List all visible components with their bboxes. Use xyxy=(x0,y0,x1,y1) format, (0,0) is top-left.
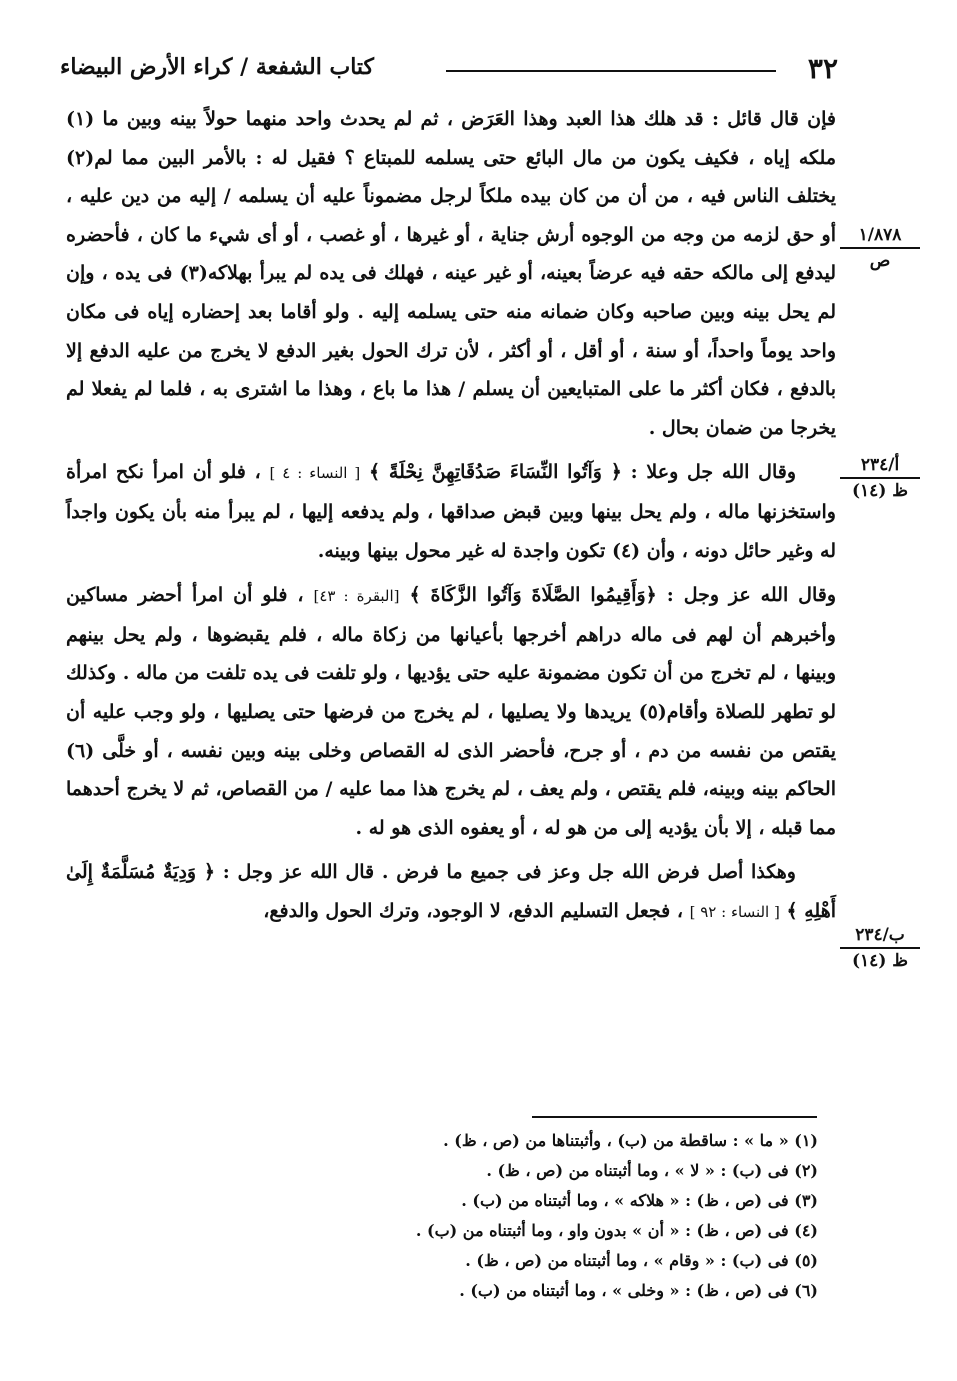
paragraph xyxy=(66,853,836,931)
running-title: كتاب الشفعة / كراء الأرض البيضاء xyxy=(60,54,375,80)
verse-reference: [ النساء : ٩٢ ] xyxy=(689,902,780,921)
paragraph-text: ، فجعل التسليم الدفع، لا الوجود، وترك الحول والدفع، xyxy=(263,899,683,922)
footnote: (٤) فى (ص ، ظ) : « أن » بدون واو ، وما أثبتناه من (ب) . xyxy=(415,1221,818,1240)
footnote: (٢) فى (ب) : « لا » ، وما أثبتناه من (ص ، ظ) . xyxy=(486,1161,818,1180)
footnote: (٦) فى (ص ، ظ) : « وخلى » ، وما أثبتناه من (ب) . xyxy=(459,1281,818,1300)
paragraph xyxy=(66,453,836,570)
verse-reference: [البقرة : ٤٣] xyxy=(313,587,400,606)
quran-verse: ﴿ وَآتُوا النِّسَاءَ صَدُقَاتِهِنَّ نِحْلَةً ﴾ xyxy=(369,461,622,484)
header-rule xyxy=(446,70,776,72)
footnote: (٥) فى (ب) : « وقام » ، وما أثبتناه من (ص ، ظ) . xyxy=(465,1251,818,1270)
paragraph-text: ، فلو أن امرأ أحضر مساكين وأخبرهم أن لهم فى ماله دراهم أخرجها بأعيانها من زكاة ماله ، فلم يقبضوها ، ولم يحل بينهم وبينها ، لم تخرج من أن تكون مضمونة عليه حتى يؤديها ، ولو تلفت فى يده تلفت من ماله . وكذلك لو تطهر للصلاة وأقام(٥) يريدها ولا يصليها ، لم يخرج من فرضها حتى يصليها ، ولو وجب عليه أن يقتص من نفسه من دم ، أو جرح، فأحضر الذى له القصاص وخلى بينه وبين نفسه ، أو خلَّى (٦) الحاكم بينه وبينه، فلم يقتص ، ولم يعف ، لم يخرج هذا مما عليه / من القصاص، ثم لا يخرج أحدهما مما قبله ، إلا بأن يؤديه إلى من هو له ، أو يعفوه الذى هو له . xyxy=(66,584,836,839)
margin-note-1 xyxy=(840,225,920,271)
paragraph-text: وقال الله عز وجل : xyxy=(666,584,836,607)
main-text xyxy=(66,100,836,937)
paragraph-text: وهكذا أصل فرض الله جل وعز فى جميع ما فرض . قال الله عز وجل : xyxy=(222,861,796,884)
margin-note-2 xyxy=(840,455,920,501)
paragraph-text: ، فلو أن امرأ نكح امرأة واستخزنها ماله ، ولم يحل بينها وبين قبض صداقها ، ولم يدفعه إليها ، لم يبرأ منه بأن يكون واجداً له وغير حائل دونه ، وأن (٤) تكون واجدة له غير محول بينها وبينه. xyxy=(66,461,836,562)
footnotes xyxy=(300,1126,818,1306)
margin-note-number: أ/٢٣٤ xyxy=(840,455,920,479)
paragraph xyxy=(66,576,836,847)
margin-note-3 xyxy=(840,925,920,971)
margin-note-source: ص xyxy=(869,251,891,271)
paragraph: فإن قال قائل : قد هلك هذا العبد وهذا العَرَض ، ثم لم يحدث واحد منهما حولاً بينه وبين ما (١) ملكه إياه ، فكيف يكون من مال البائع حتى يسلمه للمبتاع ؟ فقيل له : بالأمر البين مما لم(٢) يختلف الناس فيه ، من أن من كان بيده ملكاً لرجل مضموناً عليه أن يسلمه / إليه من دين عليه ، أو حق لزمه من وجه من الوجوه أرش جناية ، أو غيرها ، أو غصب ، أو أى شيء ما كان ، فأحضره ليدفع إلى مالكه حقه فيه عرضاً بعينه، أو غير عينه ، فهلك فى يده لم يبرأ بهلاكه(٣) فى يده ، وإن لم يحل بينه وبين صاحبه وكان ضمانه منه حتى يسلمه إليه . ولو أقاما بعد إحضاره إياه فى مكان واحد يوماً واحداً، أو سنة ، أو أقل ، أو أكثر ، لأن ترك الحول بغير الدفع لا يخرج من عليه الدفع إلا بالدفع ، فكان أكثر ما على المتبايعين أن يسلم / هذا ما باع ، وهذا ما اشترى به ، فلما لم يفعلا لم يخرجا من ضمان بحال . xyxy=(66,108,836,439)
quran-verse: ﴿ وَدِيَةٌ مُسَلَّمَةٌ إِلَىٰ أَهْلِهِ ﴾ xyxy=(66,861,836,922)
margin-note-number: ب/٢٣٤ xyxy=(840,925,920,949)
paragraph-text: وقال الله جل وعلا : xyxy=(630,461,797,484)
margin-note-source: ظ (١٤) xyxy=(852,951,908,971)
margin-note-source: ظ (١٤) xyxy=(852,481,908,501)
footnote: (٣) فى (ص ، ظ) : « هلاكه » ، وما أثبتناه من (ب) . xyxy=(461,1191,818,1210)
footnote: (١) « ما » : ساقطة من (ب) ، وأثبتناها من (ص ، ظ) . xyxy=(443,1131,818,1150)
footnote-rule xyxy=(532,1116,817,1118)
page-header xyxy=(60,48,838,88)
verse-reference: [ النساء : ٤ ] xyxy=(269,464,361,483)
page-number: ٣٢ xyxy=(807,52,838,85)
margin-note-number: ١/٨٧٨ xyxy=(840,225,920,249)
quran-verse: ﴿وَأَقِيمُوا الصَّلَاةَ وَآتُوا الزَّكَاةَ ﴾ xyxy=(409,584,657,607)
